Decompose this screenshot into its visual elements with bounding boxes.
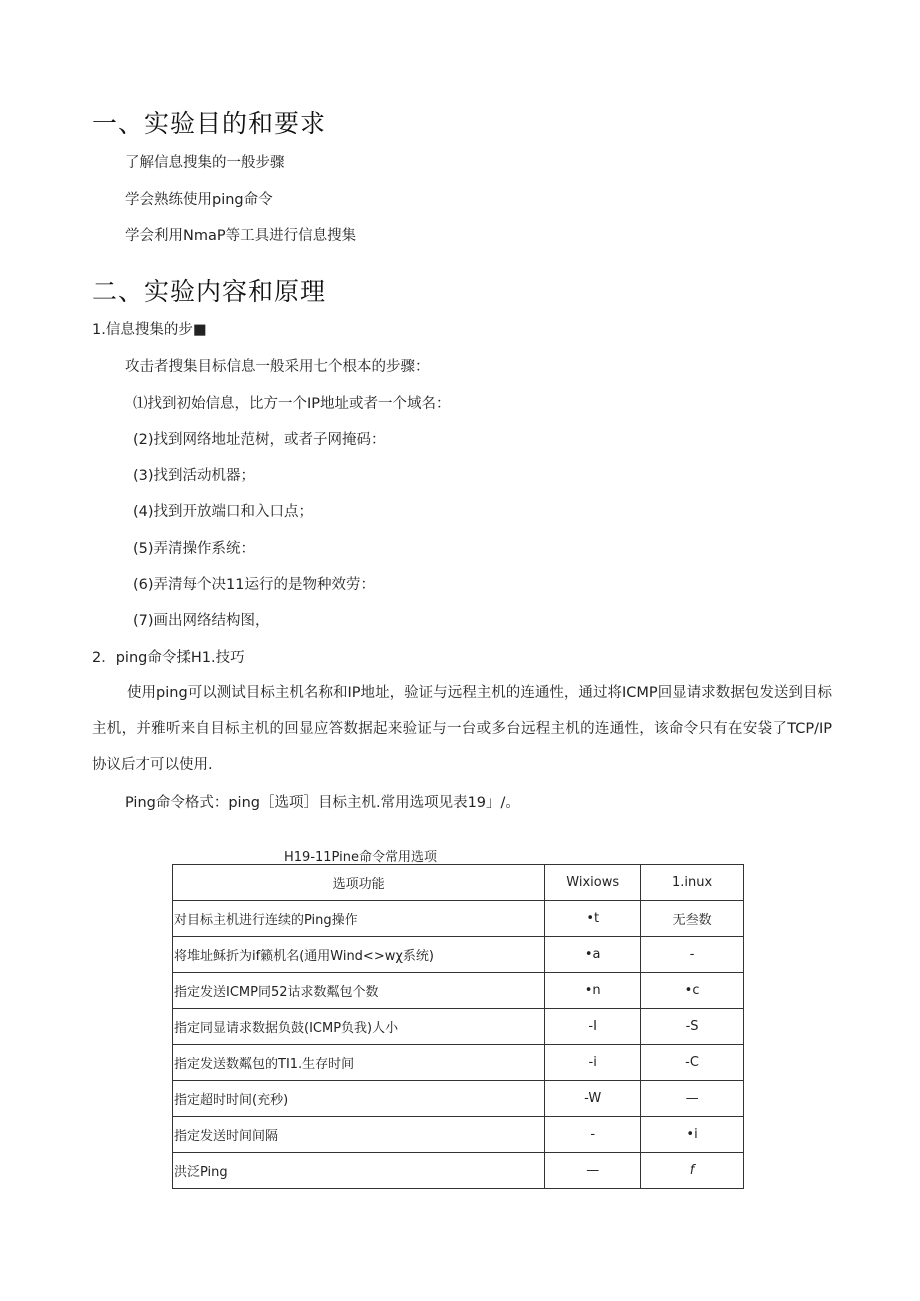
cell-windows: •n [545,973,641,1009]
cell-linux: -C [641,1045,744,1081]
header-linux: 1.inux [641,865,744,901]
step-item-1: ⑴找到初始信息，比方一个IP地址或者一个域名： [133,396,451,412]
cell-windows: •a [545,937,641,973]
cell-function: 指定发送时间间隔 [173,1117,545,1153]
cell-windows: -W [545,1081,641,1117]
table-row [173,1081,744,1117]
cell-function: 将堆址稣折为if籁机名(通用Wind<>wχ系统) [173,937,545,973]
cell-function: 指定同显请求数据负鼓(ICMP负我)人小 [173,1009,545,1045]
sub1-intro: 攻击者搜集目标信息一般采用七个根本的步骤： [125,359,430,375]
cell-function: 指定发送数粼包的TI1.生存时间 [173,1045,545,1081]
table-caption: H19-11Pine命令常用选项 [284,850,437,865]
cell-function: 对目标主机进行连续的Ping操作 [173,901,545,937]
objective-item-2: 学会熟练使用ping命令 [125,192,273,208]
cell-linux: •i [641,1117,744,1153]
section2-title: 二、实验内容和原理 [92,277,327,306]
cell-linux: — [641,1081,744,1117]
step-item-4: (4)找到开放端口和入口点； [133,504,314,520]
cell-windows: -I [545,1009,641,1045]
sub2-heading: 2．ping命令揉H1.技巧 [92,650,245,666]
cell-function: 指定发送ICMP同52诂求数粼包个数 [173,973,545,1009]
table-row [173,1009,744,1045]
table-row [173,1153,744,1189]
header-windows: Wixiows [545,865,641,901]
cell-linux: •c [641,973,744,1009]
table-header-row [173,865,744,901]
header-function: 选项功能 [173,865,545,901]
cell-linux: 无叁数 [641,901,744,937]
step-item-5: (5)弄清操作系统： [133,541,256,557]
step-item-7: (7)画出网络结构图， [133,613,270,629]
ping-format-line: Ping命令格式：ping［选项］目标主机.常用选项见表19」/。 [125,795,520,811]
cell-linux: -S [641,1009,744,1045]
section1-title: 一、实验目的和要求 [92,109,327,138]
cell-function: 指定超时时间(充秒) [173,1081,545,1117]
ping-description-paragraph: 使用ping可以测试目标主机名称和IP地址，验证与远程主机的连通性，通过将ICMP回显请求数据包发送到目标主机，并雅听来自目标主机的回显应答数据起来验证与一台或多台远程主机的连通性，该命令只有在安袋了TCP/IP协议后才可以使用. [92,685,832,773]
cell-windows: - [545,1117,641,1153]
table-row [173,1117,744,1153]
cell-windows: •t [545,901,641,937]
cell-windows: — [545,1153,641,1189]
table-row [173,1045,744,1081]
cell-function: 洪泛Ping [173,1153,545,1189]
table-row [173,937,744,973]
step-item-3: (3)找到活动机器； [133,468,256,484]
objective-item-1: 了解信息搜集的一般步骤 [125,155,285,171]
objective-item-3: 学会利用NmaP等工具进行信息搜集 [125,228,357,244]
table-row [173,901,744,937]
ping-options-table [172,864,744,1189]
sub1-heading: 1.信息搜集的步■ [92,322,207,338]
cell-windows: -i [545,1045,641,1081]
step-item-2: (2)找到网络地址范树，或者子网掩码： [133,432,386,448]
step-item-6: (6)弄清每个决11运行的是物种效劳： [133,577,375,593]
table-row [173,973,744,1009]
cell-linux: - [641,937,744,973]
cell-linux: f [641,1153,744,1189]
